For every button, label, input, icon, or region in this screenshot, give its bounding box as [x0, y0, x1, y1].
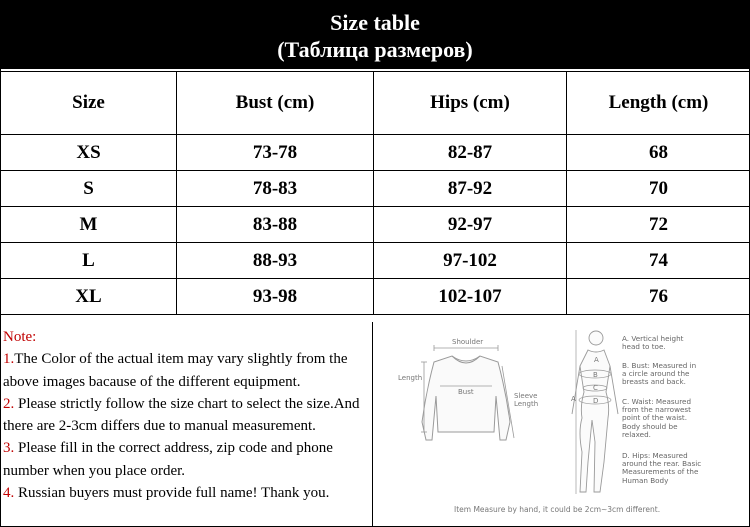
- title-line-2: (Таблица размеров): [277, 37, 473, 62]
- point-a-side-label: A: [571, 395, 576, 403]
- note-text: Russian buyers must provide full name! Thank you.: [14, 485, 330, 502]
- title-line-1: Size table: [330, 10, 420, 35]
- measurement-caption: Item Measure by hand, it could be 2cm~3cm different.: [454, 505, 661, 514]
- shoulder-label: Shoulder: [452, 338, 484, 346]
- cell-hips: 102-107: [374, 279, 567, 315]
- column-header-hips: Hips (cm): [374, 72, 567, 135]
- column-header-size: Size: [1, 72, 177, 135]
- legend-d: D. Hips: Measured around the rear. Basic Measurements of the Human Body: [622, 451, 702, 485]
- cell-size: M: [1, 207, 177, 243]
- cell-size: XL: [1, 279, 177, 315]
- note-text: The Color of the actual item may vary slightly from the above images bacause of the different equipment.: [3, 351, 348, 390]
- note-item: [3, 437, 372, 482]
- point-d-label: D: [593, 397, 599, 405]
- note-text: Please strictly follow the size chart to select the size.And there are 2-3cm differs due to manual measurement.: [3, 395, 360, 435]
- cell-size: S: [1, 171, 177, 207]
- cell-bust: 73-78: [177, 135, 374, 171]
- cell-bust: 88-93: [177, 243, 374, 279]
- legend-a: A. Vertical height head to toe.: [622, 334, 684, 352]
- table-row: [1, 207, 750, 243]
- note-number: 2.: [3, 395, 15, 412]
- note-number: 3.: [3, 440, 15, 457]
- bust-label: Bust: [458, 388, 474, 396]
- cell-hips: 92-97: [374, 207, 567, 243]
- table-row: [1, 135, 750, 171]
- sleeve-label: Sleeve: [514, 392, 538, 400]
- cell-length: 70: [567, 171, 750, 207]
- point-c-label: C: [593, 384, 598, 392]
- length-label: Length: [398, 374, 423, 382]
- size-table: [0, 71, 750, 315]
- note-number: 4.: [3, 485, 15, 502]
- cell-hips: 82-87: [374, 135, 567, 171]
- cell-hips: 97-102: [374, 243, 567, 279]
- note-item: [3, 482, 372, 504]
- table-header-row: [1, 72, 750, 135]
- cell-length: 74: [567, 243, 750, 279]
- cell-size: XS: [1, 135, 177, 171]
- legend-c: C. Waist: Measured from the narrowest point of the waist. Body should be relaxed.: [622, 397, 692, 439]
- note-item: [3, 393, 372, 438]
- legend-b: B. Bust: Measured in a circle around the breasts and back.: [622, 361, 697, 387]
- column-header-bust: Bust (cm): [177, 72, 374, 135]
- notes-title: Note:: [3, 329, 37, 345]
- table-row: [1, 279, 750, 315]
- cell-length: 68: [567, 135, 750, 171]
- sleeve-length-label: Length: [514, 400, 539, 408]
- table-row: [1, 171, 750, 207]
- cell-bust: 78-83: [177, 171, 374, 207]
- measurement-diagram: [374, 322, 749, 526]
- point-b-label: B: [593, 371, 598, 379]
- title-bar: [1, 1, 749, 69]
- cell-size: L: [1, 243, 177, 279]
- notes-section: [0, 322, 373, 526]
- cell-bust: 83-88: [177, 207, 374, 243]
- point-a-label: A: [594, 356, 599, 364]
- note-number: 1.: [3, 351, 15, 368]
- cell-length: 76: [567, 279, 750, 315]
- garment-outline: [422, 356, 510, 440]
- column-header-length: Length (cm): [567, 72, 750, 135]
- cell-length: 72: [567, 207, 750, 243]
- note-item: [3, 348, 372, 393]
- table-row: [1, 243, 750, 279]
- cell-hips: 87-92: [374, 171, 567, 207]
- cell-bust: 93-98: [177, 279, 374, 315]
- note-text: Please fill in the correct address, zip code and phone number when you place order.: [3, 440, 333, 479]
